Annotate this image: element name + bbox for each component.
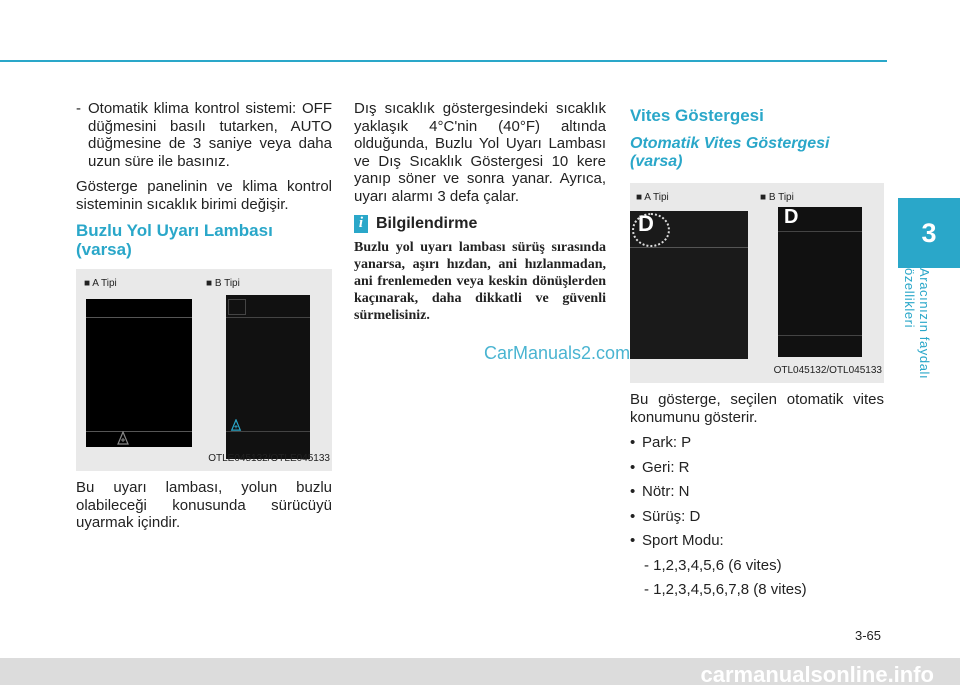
icy-road-icon	[116, 431, 130, 445]
figure-label-b: ■ B Tipi	[760, 192, 794, 203]
list-item-text: Geri: R	[642, 458, 690, 476]
cluster-screen-a	[630, 211, 748, 359]
dash-marker: -	[76, 100, 81, 117]
column-middle	[354, 100, 606, 332]
cluster-screen-b	[226, 295, 310, 459]
gear-indicator-figure	[630, 183, 884, 383]
list-item	[630, 483, 884, 501]
paragraph: Bu uyarı lambası, yolun buzlu olabileceği konusunda sürücüyü uyarmak içindir.	[76, 479, 332, 531]
section-heading: Buzlu Yol Uyarı Lambası (varsa)	[76, 221, 273, 259]
list-item	[630, 459, 884, 477]
column-left	[76, 100, 332, 540]
bullet-marker: •	[630, 507, 636, 525]
info-title: Bilgilendirme	[376, 215, 478, 233]
cluster-screen-a	[86, 299, 192, 447]
header-rule	[0, 60, 887, 62]
list-item-text: Sport Modu:	[642, 532, 724, 549]
list-item-text: Nötr: N	[642, 483, 690, 500]
list-item	[76, 100, 332, 170]
list-item-text: Park: P	[642, 434, 692, 451]
section-heading: Vites Göstergesi	[630, 106, 764, 125]
list-item-text: Otomatik klima kontrol sistemi: OFF düğmesini basılı tutarken, AUTO düğmesine de 3 saniye veya daha uzun süre ile basınız.	[88, 100, 332, 170]
figure-caption: OTL045132/OTL045133	[773, 364, 882, 376]
info-header	[354, 215, 606, 233]
info-body: Buzlu yol uyarı lambası sürüş sırasında yanarsa, aşırı hızdan, ani hızlanmadan, ani frenlemeden veya keskin dönüşlerden kaçınarak, daha dikkatli ve güvenli sürmelisiniz.	[354, 240, 606, 323]
sub-list-item: - 1,2,3,4,5,6 (6 vites)	[644, 556, 782, 574]
list-item	[630, 532, 884, 550]
chapter-title: Aracınızın faydalı özellikleri	[902, 268, 932, 380]
chapter-tab[interactable]	[898, 198, 960, 268]
chapter-number: 3	[921, 217, 937, 248]
gear-indicator-a: D	[638, 211, 654, 236]
bullet-marker: •	[630, 532, 636, 549]
bullet-marker: •	[630, 434, 636, 451]
figure-label-a: ■ A Tipi	[84, 278, 117, 289]
watermark[interactable]: CarManuals2.com	[484, 343, 631, 363]
gear-indicator-b: D	[784, 206, 799, 228]
column-right	[630, 100, 884, 606]
cluster-screen-b	[778, 207, 862, 357]
list-item	[630, 434, 884, 452]
subsection-heading: Otomatik Vites Göstergesi (varsa)	[630, 135, 830, 170]
info-icon: i	[354, 215, 368, 233]
figure-caption: OTLE045132/OTLE045133	[208, 452, 330, 464]
icy-road-icon	[230, 419, 242, 431]
list-item-text: Sürüş: D	[642, 507, 701, 525]
icy-road-figure	[76, 269, 332, 471]
footer-watermark[interactable]: carmanualsonline.info	[700, 662, 934, 687]
paragraph: Dış sıcaklık göstergesindeki sıcaklık yaklaşık 4°C'nin (40°F) altında olduğunda, Buzlu Yol Uyarı Lambası ve Dış Sıcaklık Göstergesi 10 kere yanıp söner ve sonra yanar. Ayrıca, uyarı alarmı 3 defa çalar.	[354, 100, 606, 205]
list-item	[630, 508, 884, 526]
page-number: 3-65	[855, 628, 882, 643]
paragraph: Bu gösterge, seçilen otomatik vites konumunu gösterir.	[630, 391, 884, 426]
figure-label-b: ■ B Tipi	[206, 278, 240, 289]
sub-list-item: - 1,2,3,4,5,6,7,8 (8 vites)	[644, 581, 807, 598]
bullet-marker: •	[630, 458, 636, 476]
figure-label-a: ■ A Tipi	[636, 192, 669, 203]
bullet-marker: •	[630, 483, 636, 500]
paragraph: Gösterge panelinin ve klima kontrol sisteminin sıcaklık birimi değişir.	[76, 178, 332, 213]
